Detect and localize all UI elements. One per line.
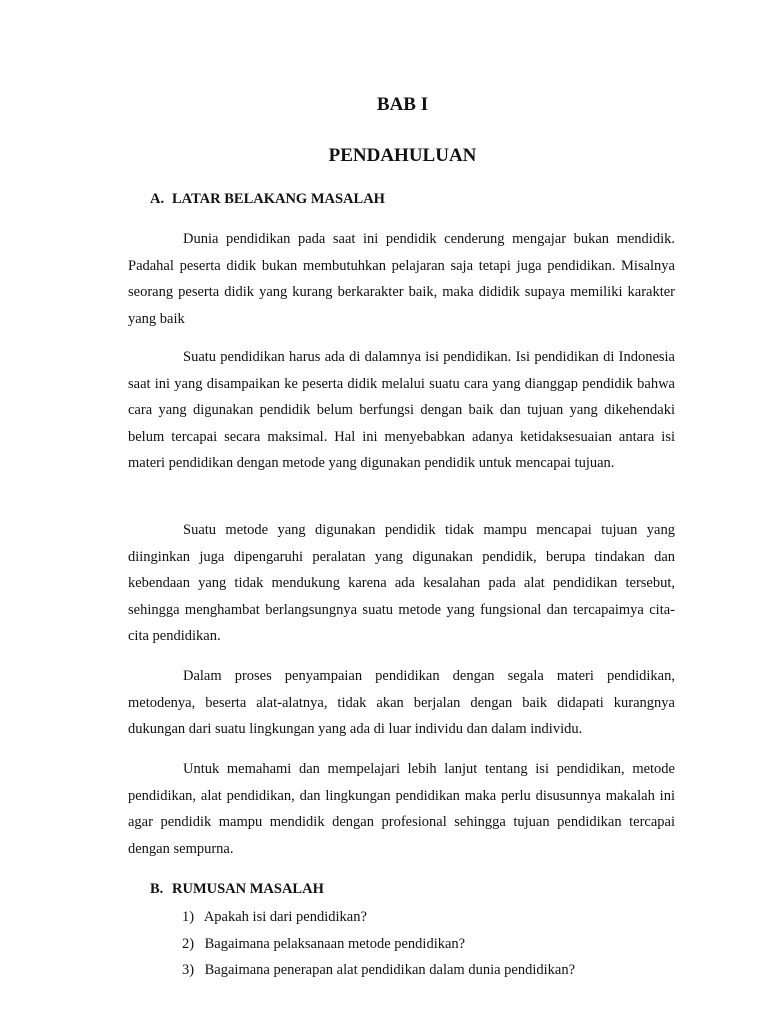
- list-item-number: 1): [182, 909, 195, 925]
- section-a-heading: [150, 189, 385, 209]
- paragraph: Dalam proses penyampaian pendidikan dengan segala materi pendidikan, metodenya, beserta alat-alatnya, tidak akan berjalan dengan baik didapati kurangnya dukungan dari suatu lingkungan yang ada di luar individu dan dalam individu.: [128, 668, 675, 738]
- list-item: [182, 957, 575, 984]
- paragraph: Untuk memahami dan mempelajari lebih lanjut tentang isi pendidikan, metode pendidikan, alat pendidikan, dan lingkungan pendidikan maka perlu disusunnya makalah ini agar pendidik mampu mendidik dengan profesional sehingga tujuan pendidikan tercapai dengan sempurna.: [128, 761, 675, 857]
- paragraph: Suatu metode yang digunakan pendidik tidak mampu mencapai tujuan yang diinginkan juga dipengaruhi peralatan yang digunakan pendidik, berupa tindakan dan kebendaan yang tidak mendukung karena ada kesalahan pada alat pendidikan tersebut, sehingga menghambat berlangsungnya suatu metode yang fungsional dan tercapaimya cita-cita pendidikan.: [128, 522, 675, 645]
- chapter-number: BAB I: [376, 94, 429, 115]
- section-b-heading: [150, 879, 324, 899]
- list-item-text: Bagaimana pelaksanaan metode pendidikan?: [204, 935, 466, 952]
- list-item-text: Bagaimana penerapan alat pendidikan dalam dunia pendidikan?: [204, 962, 576, 979]
- section-a-title: LATAR BELAKANG MASALAH: [172, 191, 385, 207]
- list-item: [182, 931, 575, 958]
- list-item: [182, 904, 575, 931]
- section-b-letter: B.: [150, 881, 164, 897]
- section-b-title: RUMUSAN MASALAH: [172, 881, 324, 897]
- list-item-text: Apakah isi dari pendidikan?: [203, 909, 367, 925]
- paragraph: Suatu pendidikan harus ada di dalamnya isi pendidikan. Isi pendidikan di Indonesia saat ini yang disampaikan ke peserta didik melalui suatu cara yang dianggap pendidik bahwa cara yang digunakan pendidik belum berfungsi dengan baik dan tujuan yang dikehendaki belum tercapai secara maksimal. Hal ini menyebabkan adanya ketidaksesuaian antara isi materi pendidikan dengan metode yang digunakan pendidik untuk mencapai tujuan.: [128, 349, 675, 472]
- question-list: [182, 904, 575, 984]
- chapter-title: PENDAHULUAN: [328, 145, 477, 166]
- list-item-number: 3): [182, 962, 195, 979]
- list-item-number: 2): [182, 935, 195, 952]
- paragraph: Dunia pendidikan pada saat ini pendidik cenderung mengajar bukan mendidik. Padahal peserta didik bukan membutuhkan pelajaran saja tetapi juga pendidikan. Misalnya seorang peserta didik yang kurang berkarakter baik, maka dididik supaya memiliki karakter yang baik: [128, 231, 675, 327]
- section-a-letter: A.: [150, 191, 165, 207]
